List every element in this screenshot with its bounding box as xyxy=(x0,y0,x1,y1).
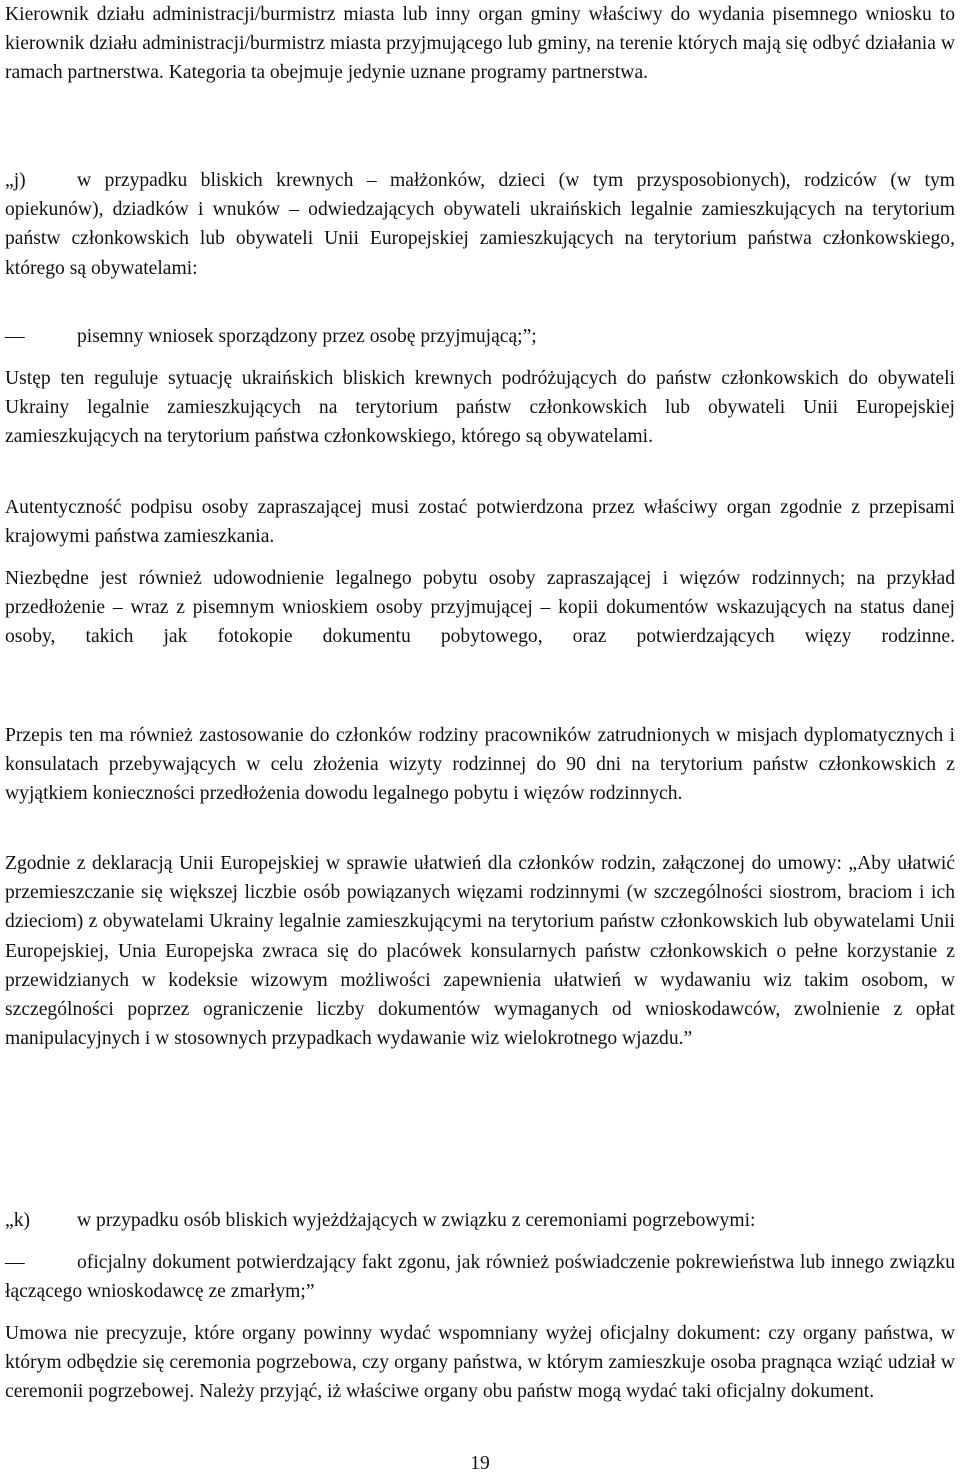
paragraph-umowa: Umowa nie precyzuje, które organy powinny wydać wspomniany wyżej oficjalny dokument: czy organy państwa, w którym odbędzie się ceremonia pogrzebowa, czy organy państwa, w którym zamieszkuje osoba pragnąca wziąć udział w ceremonii pogrzebowej. Należy przyjąć, iż właściwe organy obu państw mogą wydać taki oficjalny dokument. xyxy=(5,1323,955,1403)
list-item-k xyxy=(5,1206,955,1235)
paragraph-niezbedne: Niezbędne jest również udowodnienie legalnego pobytu osoby zapraszającej i więzów rodzinnych; na przykład przedłożenie – wraz z pisemnym wnioskiem osoby przyjmującej – kopii dokumentów wskazujących na status danej osoby, takich jak fotokopie dokumentu pobytowego, oraz potwierdzających więzy rodzinne. xyxy=(5,568,955,648)
item-j-text: w przypadku bliskich krewnych – małżonków, dzieci (w tym przysposobionych), rodziców (w tym opiekunów), dziadków i wnuków – odwiedzających obywateli ukraińskich legalnie zamieszkujących na terytorium państw członkowskich lub obywateli Unii Europejskiej zamieszkujących na terytorium państwa członkowskiego, którego są obywatelami: xyxy=(5,170,955,279)
page-number: 19 xyxy=(470,1453,490,1474)
item-label-k: „k) xyxy=(5,1210,31,1231)
item-k-dash-text: oficjalny dokument potwierdzający fakt zgonu, jak również poświadczenie pokrewieństwa lub innego związku łączącego wnioskodawcę ze zmarłym;” xyxy=(5,1252,955,1303)
paragraph-autentycznosc: Autentyczność podpisu osoby zapraszającej musi zostać potwierdzona przez właściwy organ zgodnie z przepisami krajowymi państwa zamieszkania. xyxy=(5,497,955,548)
item-k-dash-line xyxy=(5,1248,955,1306)
item-label-j: „j) xyxy=(5,170,26,191)
em-dash-bullet: — xyxy=(5,326,25,347)
item-j-dash-line xyxy=(5,322,955,351)
em-dash-bullet-k: — xyxy=(5,1252,25,1273)
paragraph-zgodnie: Zgodnie z deklaracją Unii Europejskiej w sprawie ułatwień dla członków rodzin, załączonej do umowy: „Aby ułatwić przemieszczanie się większej liczbie osób powiązanych więzami rodzinnymi (w szczególności siostrom, braciom i ich dzieciom) z obywatelami Ukrainy legalnie zamieszkującymi na terytorium państw członkowskich lub obywatelami Unii Europejskiej, Unia Europejska zwraca się do placówek konsularnych państw członkowskich o pełne korzystanie z przewidzianych w kodeksie wizowym możliwości zapewnienia ułatwień w wydawaniu wiz takim osobom, w szczególności poprzez ograniczenie liczby dokumentów wymaganych od wnioskodawców, zwolnienie z opłat manipulacyjnych i w stosownych przypadkach wydawanie wiz wielokrotnego wjazdu.” xyxy=(5,853,955,1050)
item-k-text: w przypadku osób bliskich wyjeżdżających w związku z ceremoniami pogrzebowymi: xyxy=(77,1210,756,1231)
paragraph-intro: Kierownik działu administracji/burmistrz miasta lub inny organ gminy właściwy do wydania pisemnego wniosku to kierownik działu administracji/burmistrz miasta przyjmującego lub gminy, na terenie których mają się odbyć działania w ramach partnerstwa. Kategoria ta obejmuje jedynie uznane programy partnerstwa. xyxy=(5,4,955,84)
paragraph-ustep: Ustęp ten reguluje sytuację ukraińskich bliskich krewnych podróżujących do państw członkowskich do obywateli Ukrainy legalnie zamieszkujących na terytorium państw członkowskich lub obywateli Unii Europejskiej zamieszkujących na terytorium państwa członkowskiego, którego są obywatelami. xyxy=(5,368,955,448)
item-j-dash-text: pisemny wniosek sporządzony przez osobę przyjmującą;”; xyxy=(77,326,537,347)
paragraph-przepis: Przepis ten ma również zastosowanie do członków rodziny pracowników zatrudnionych w misjach dyplomatycznych i konsulatach przebywających w celu złożenia wizyty rodzinnej do 90 dni na terytorium państw członkowskich z wyjątkiem konieczności przedłożenia dowodu legalnego pobytu i więzów rodzinnych. xyxy=(5,725,955,805)
